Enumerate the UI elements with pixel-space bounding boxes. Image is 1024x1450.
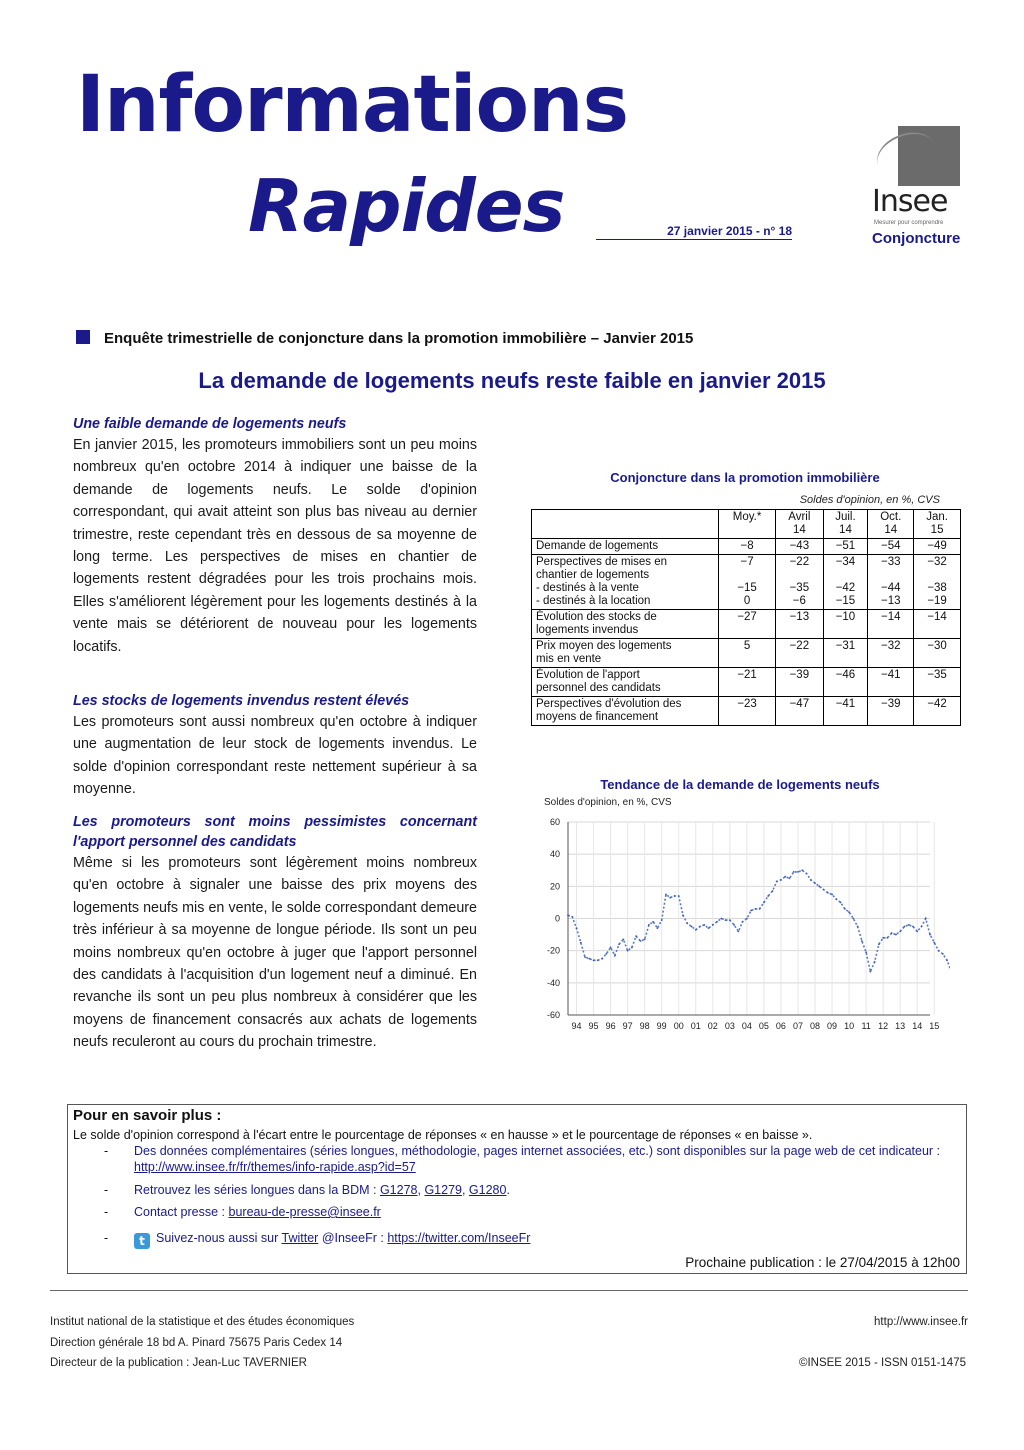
trend-line-chart: [530, 812, 950, 1037]
data-point: [584, 956, 586, 958]
balance-definition: Le solde d'opinion correspond à l'écart entre le pourcentage de réponses « en hausse » et le pourcentage de réponses « en baisse ».: [73, 1128, 813, 1142]
y-tick-label: 0: [554, 913, 560, 924]
list-dash: -: [104, 1144, 109, 1158]
table-cell: −34 −42 −15: [823, 555, 868, 610]
data-point: [942, 953, 944, 955]
data-point: [635, 935, 637, 937]
table-cell: −41: [868, 668, 914, 697]
data-point: [750, 910, 752, 912]
table-cell: −32 −38 −19: [914, 555, 961, 610]
item-text: Retrouvez les séries longues dans la BDM :: [134, 1183, 380, 1197]
section-2: [73, 691, 477, 801]
section-text: Même si les promoteurs sont légèrement moins nombreux qu'en octobre à signaler une baisse des prix moyens des logements neufs mis en vente, le solde correspondant demeure très inférieur à sa moyenne de longue période. Ils sont un peu moins nombreux qu'en octobre à juger que l'apport personnel des candidats à l'acquisition d'un logement neuf a diminué. En revanche ils sont un peu plus nombreux à considérer que les moyens de financement consacrés aux achats de logements neufs reculeront au cours du prochain trimestre.: [73, 855, 477, 1051]
table-cell: −39: [776, 668, 823, 697]
table-cell: −7 −15 0: [719, 555, 776, 610]
data-point: [835, 898, 837, 900]
logo-tagline: Mesurer pour comprendre: [874, 220, 944, 226]
table-cell: −54: [868, 539, 914, 555]
x-tick-label: 97: [622, 1021, 633, 1031]
x-tick-label: 12: [878, 1021, 889, 1031]
footer-director: Directeur de la publication : Jean-Luc TAVERNIER: [50, 1357, 307, 1369]
x-tick-label: 04: [741, 1021, 752, 1031]
table-row: [532, 639, 961, 668]
table-cell: −42: [914, 697, 961, 726]
table-cell: −22: [776, 639, 823, 668]
data-point: [895, 934, 897, 936]
data-point: [618, 943, 620, 945]
list-dash: -: [104, 1183, 109, 1197]
data-point: [878, 943, 880, 945]
table-row: [532, 610, 961, 639]
table-cell: −23: [719, 697, 776, 726]
series-line: [568, 870, 950, 1005]
next-publication: Prochaine publication : le 27/04/2015 à 12h00: [685, 1255, 960, 1270]
data-point: [567, 914, 569, 916]
y-tick-label: -60: [546, 1010, 560, 1020]
data-point: [716, 921, 718, 923]
separator: ,: [417, 1183, 425, 1197]
table-cell: −14: [868, 610, 914, 639]
table-cell: −8: [719, 539, 776, 555]
section-heading: Les promoteurs sont moins pessimistes concernant l'apport personnel des candidats: [73, 814, 477, 850]
data-point: [904, 926, 906, 928]
table-header: Jan. 15: [914, 510, 961, 539]
data-point: [678, 895, 680, 897]
data-point: [840, 902, 842, 904]
chart-title: Tendance de la demande de logements neufs: [600, 777, 880, 792]
indicator-page-link[interactable]: http://www.insee.fr/fr/themes/info-rapide.asp?id=57: [134, 1160, 416, 1174]
data-point: [686, 922, 688, 924]
table-row-label: Demande de logements: [532, 539, 719, 555]
data-point: [712, 924, 714, 926]
table-cell: −14: [914, 610, 961, 639]
data-point: [661, 919, 663, 921]
data-point: [746, 918, 748, 920]
table-cell: −30: [914, 639, 961, 668]
table-row: [532, 697, 961, 726]
survey-line: Enquête trimestrielle de conjoncture dans la promotion immobilière – Janvier 2015: [104, 330, 694, 347]
footer-url[interactable]: http://www.insee.fr: [874, 1316, 968, 1328]
data-point: [597, 959, 599, 961]
table-row-label: Prix moyen des logements mis en vente: [532, 639, 719, 668]
data-point: [793, 871, 795, 873]
data-point: [699, 926, 701, 928]
data-point: [648, 924, 650, 926]
data-point: [669, 897, 671, 899]
period: .: [506, 1183, 510, 1197]
table-cell: −39: [868, 697, 914, 726]
bdm-link-g1278[interactable]: G1278: [379, 1183, 418, 1197]
data-point: [763, 902, 765, 904]
table-cell: −46: [823, 668, 868, 697]
footer-divider: [50, 1290, 968, 1291]
table-header: Oct. 14: [868, 510, 914, 539]
data-point: [823, 889, 825, 891]
separator: ,: [461, 1183, 469, 1197]
data-point: [571, 916, 573, 918]
data-point: [784, 876, 786, 878]
data-point: [674, 895, 676, 897]
more-info-text: [134, 1182, 960, 1198]
more-info-title: Pour en savoir plus :: [73, 1107, 222, 1124]
data-point: [844, 908, 846, 910]
square-bullet-icon: [76, 330, 90, 344]
data-point: [605, 953, 607, 955]
data-point: [720, 918, 722, 920]
more-info-text: [134, 1204, 960, 1220]
data-point: [780, 879, 782, 881]
x-tick-label: 00: [673, 1021, 684, 1031]
masthead-title-informations: Informations: [76, 60, 629, 150]
footer-institute: Institut national de la statistique et des études économiques: [50, 1316, 355, 1328]
x-tick-label: 03: [724, 1021, 735, 1031]
data-point: [818, 885, 820, 887]
x-tick-label: 98: [639, 1021, 650, 1031]
data-point: [908, 924, 910, 926]
data-point: [874, 961, 876, 963]
data-point: [737, 930, 739, 932]
data-point: [810, 879, 812, 881]
x-tick-label: 07: [792, 1021, 803, 1031]
data-point: [754, 908, 756, 910]
item-text: @InseeFr :: [318, 1231, 388, 1245]
masthead-title-rapides: Rapides: [248, 164, 565, 248]
x-tick-label: 94: [571, 1021, 582, 1031]
data-point: [640, 940, 642, 942]
table-header-row: [532, 510, 961, 539]
data-point: [921, 926, 923, 928]
data-point: [652, 921, 654, 923]
item-text: Des données complémentaires (séries longues, méthodologie, pages internet associées, etc.) sont disponibles sur la page web de cet indicateur :: [134, 1144, 941, 1158]
data-point: [691, 926, 693, 928]
table-cell: −33 −44 −13: [868, 555, 914, 610]
data-point: [682, 914, 684, 916]
logo-product: Conjoncture: [872, 230, 961, 247]
table-cell: −21: [719, 668, 776, 697]
x-tick-label: 01: [690, 1021, 701, 1031]
data-point: [848, 911, 850, 913]
table-row: [532, 539, 961, 555]
data-point: [742, 921, 744, 923]
table-row-label: Évolution de l'apport personnel des candidats: [532, 668, 719, 697]
data-point: [708, 927, 710, 929]
headline: La demande de logements neufs reste faible en janvier 2015: [198, 368, 826, 393]
more-info-text: [134, 1230, 960, 1249]
table-header: Juil. 14: [823, 510, 868, 539]
data-point: [801, 869, 803, 871]
data-point: [882, 937, 884, 939]
data-point: [610, 947, 612, 949]
data-point: [831, 893, 833, 895]
data-point: [861, 940, 863, 942]
y-tick-label: -20: [546, 945, 560, 956]
data-point: [806, 873, 808, 875]
table-row: [532, 555, 961, 610]
footer-copyright: ©INSEE 2015 - ISSN 0151-1475: [798, 1357, 966, 1369]
data-point: [772, 890, 774, 892]
table-cell: −13: [776, 610, 823, 639]
table-row-label: Perspectives de mises en chantier de logements - destinés à la vente - destinés à la location: [532, 555, 719, 610]
section-text: Les promoteurs sont aussi nombreux qu'en octobre à indiquer une augmentation de leur stock de logements invendus. Le solde d'opinion correspondant reste nettement supérieur à sa moyenne.: [73, 714, 477, 798]
x-tick-label: 10: [844, 1021, 855, 1031]
y-tick-label: 40: [549, 849, 560, 860]
data-point: [665, 893, 667, 895]
x-tick-label: 13: [895, 1021, 906, 1031]
data-point: [946, 959, 948, 961]
chart-subtitle: Soldes d'opinion, en %, CVS: [544, 797, 672, 808]
data-point: [912, 926, 914, 928]
data-point: [776, 881, 778, 883]
x-tick-label: 02: [707, 1021, 718, 1031]
table-header: Moy.*: [719, 510, 776, 539]
y-tick-label: -40: [546, 977, 560, 988]
table-cell: −32: [868, 639, 914, 668]
data-point: [916, 930, 918, 932]
footer-address: Direction générale 18 bd A. Pinard 75675 Paris Cedex 14: [50, 1337, 343, 1349]
issue-date-number: 27 janvier 2015 - n° 18: [596, 224, 792, 240]
twitter-bird-icon[interactable]: t: [134, 1233, 150, 1249]
data-point: [703, 924, 705, 926]
list-dash: -: [104, 1231, 109, 1245]
data-point: [614, 955, 616, 957]
data-point: [852, 918, 854, 920]
data-point: [899, 930, 901, 932]
table-row-label: Évolution des stocks de logements invendus: [532, 610, 719, 639]
x-tick-label: 96: [605, 1021, 616, 1031]
x-tick-label: 15: [929, 1021, 940, 1031]
logo-wordmark: Insee: [872, 184, 948, 219]
table-cell: −27: [719, 610, 776, 639]
table-cell: −10: [823, 610, 868, 639]
section-heading: Les stocks de logements invendus restent élevés: [73, 693, 410, 709]
data-point: [644, 939, 646, 941]
x-tick-label: 06: [775, 1021, 786, 1031]
data-point: [938, 950, 940, 952]
y-tick-label: 60: [549, 817, 560, 827]
table-cell: −35: [914, 668, 961, 697]
bdm-link-g1279[interactable]: G1279: [424, 1183, 462, 1197]
press-email-link[interactable]: bureau-de-presse@insee.fr: [228, 1205, 381, 1219]
data-point: [593, 959, 595, 961]
x-tick-label: 05: [758, 1021, 769, 1031]
balance-table: [531, 509, 961, 726]
data-point: [622, 939, 624, 941]
section-heading: Une faible demande de logements neufs: [73, 416, 347, 432]
data-point: [580, 942, 582, 944]
data-point: [929, 934, 931, 936]
bdm-link-g1280[interactable]: G1280: [468, 1183, 507, 1197]
more-info-text: [134, 1143, 960, 1175]
data-point: [869, 971, 871, 973]
table-cell: −22 −35 −6: [776, 555, 823, 610]
section-1: [73, 414, 477, 658]
data-point: [695, 929, 697, 931]
data-point: [588, 958, 590, 960]
table-header: [532, 510, 719, 539]
table-cell: −49: [914, 539, 961, 555]
data-point: [729, 919, 731, 921]
section-3: [73, 812, 477, 1054]
data-point: [767, 895, 769, 897]
data-point: [627, 950, 629, 952]
data-point: [657, 927, 659, 929]
data-point: [759, 908, 761, 910]
table-row-label: Perspectives d'évolution des moyens de financement: [532, 697, 719, 726]
x-tick-label: 95: [588, 1021, 599, 1031]
table-cell: −43: [776, 539, 823, 555]
data-point: [601, 958, 603, 960]
table-cell: 5: [719, 639, 776, 668]
data-point: [576, 927, 578, 929]
x-tick-label: 11: [861, 1021, 871, 1031]
data-point: [789, 877, 791, 879]
data-point: [891, 932, 893, 934]
twitter-url-link[interactable]: https://twitter.com/InseeFr: [387, 1231, 531, 1245]
data-point: [827, 892, 829, 894]
data-point: [865, 951, 867, 953]
table-subtitle: Soldes d'opinion, en %, CVS: [799, 494, 940, 506]
table-header: Avril 14: [776, 510, 823, 539]
data-point: [797, 871, 799, 873]
list-dash: -: [104, 1205, 109, 1219]
data-point: [725, 919, 727, 921]
data-point: [631, 947, 633, 949]
section-text: En janvier 2015, les promoteurs immobiliers sont un peu moins nombreux qu'en octobre 2014 à indiquer une baisse de la demande de logements neufs. Le solde d'opinion correspondant, qui avait atteint son plus bas niveau au dernier trimestre, reste cependant très en dessous de sa moyenne de long terme. Les perspectives de mises en chantier de logements restent dégradées pour les trois prochains mois. Elles s'améliorent légèrement pour les logements destinés à la vente mais se détériorent de nouveau pour les logements locatifs.: [73, 437, 477, 655]
x-tick-label: 08: [810, 1021, 821, 1031]
data-point: [925, 918, 927, 920]
data-point: [887, 937, 889, 939]
item-text: Suivez-nous aussi sur: [156, 1231, 282, 1245]
table-cell: −47: [776, 697, 823, 726]
table-cell: −31: [823, 639, 868, 668]
item-text: Contact presse :: [134, 1205, 229, 1219]
data-point: [814, 882, 816, 884]
table-row: [532, 668, 961, 697]
y-tick-label: 20: [549, 881, 560, 892]
x-tick-label: 09: [827, 1021, 838, 1031]
table-cell: −41: [823, 697, 868, 726]
twitter-link[interactable]: Twitter: [281, 1231, 319, 1245]
data-point: [733, 924, 735, 926]
x-tick-label: 14: [912, 1021, 923, 1031]
data-point: [933, 942, 935, 944]
data-point: [857, 926, 859, 928]
table-cell: −51: [823, 539, 868, 555]
table-title: Conjoncture dans la promotion immobilière: [610, 470, 880, 485]
x-tick-label: 99: [656, 1021, 667, 1031]
